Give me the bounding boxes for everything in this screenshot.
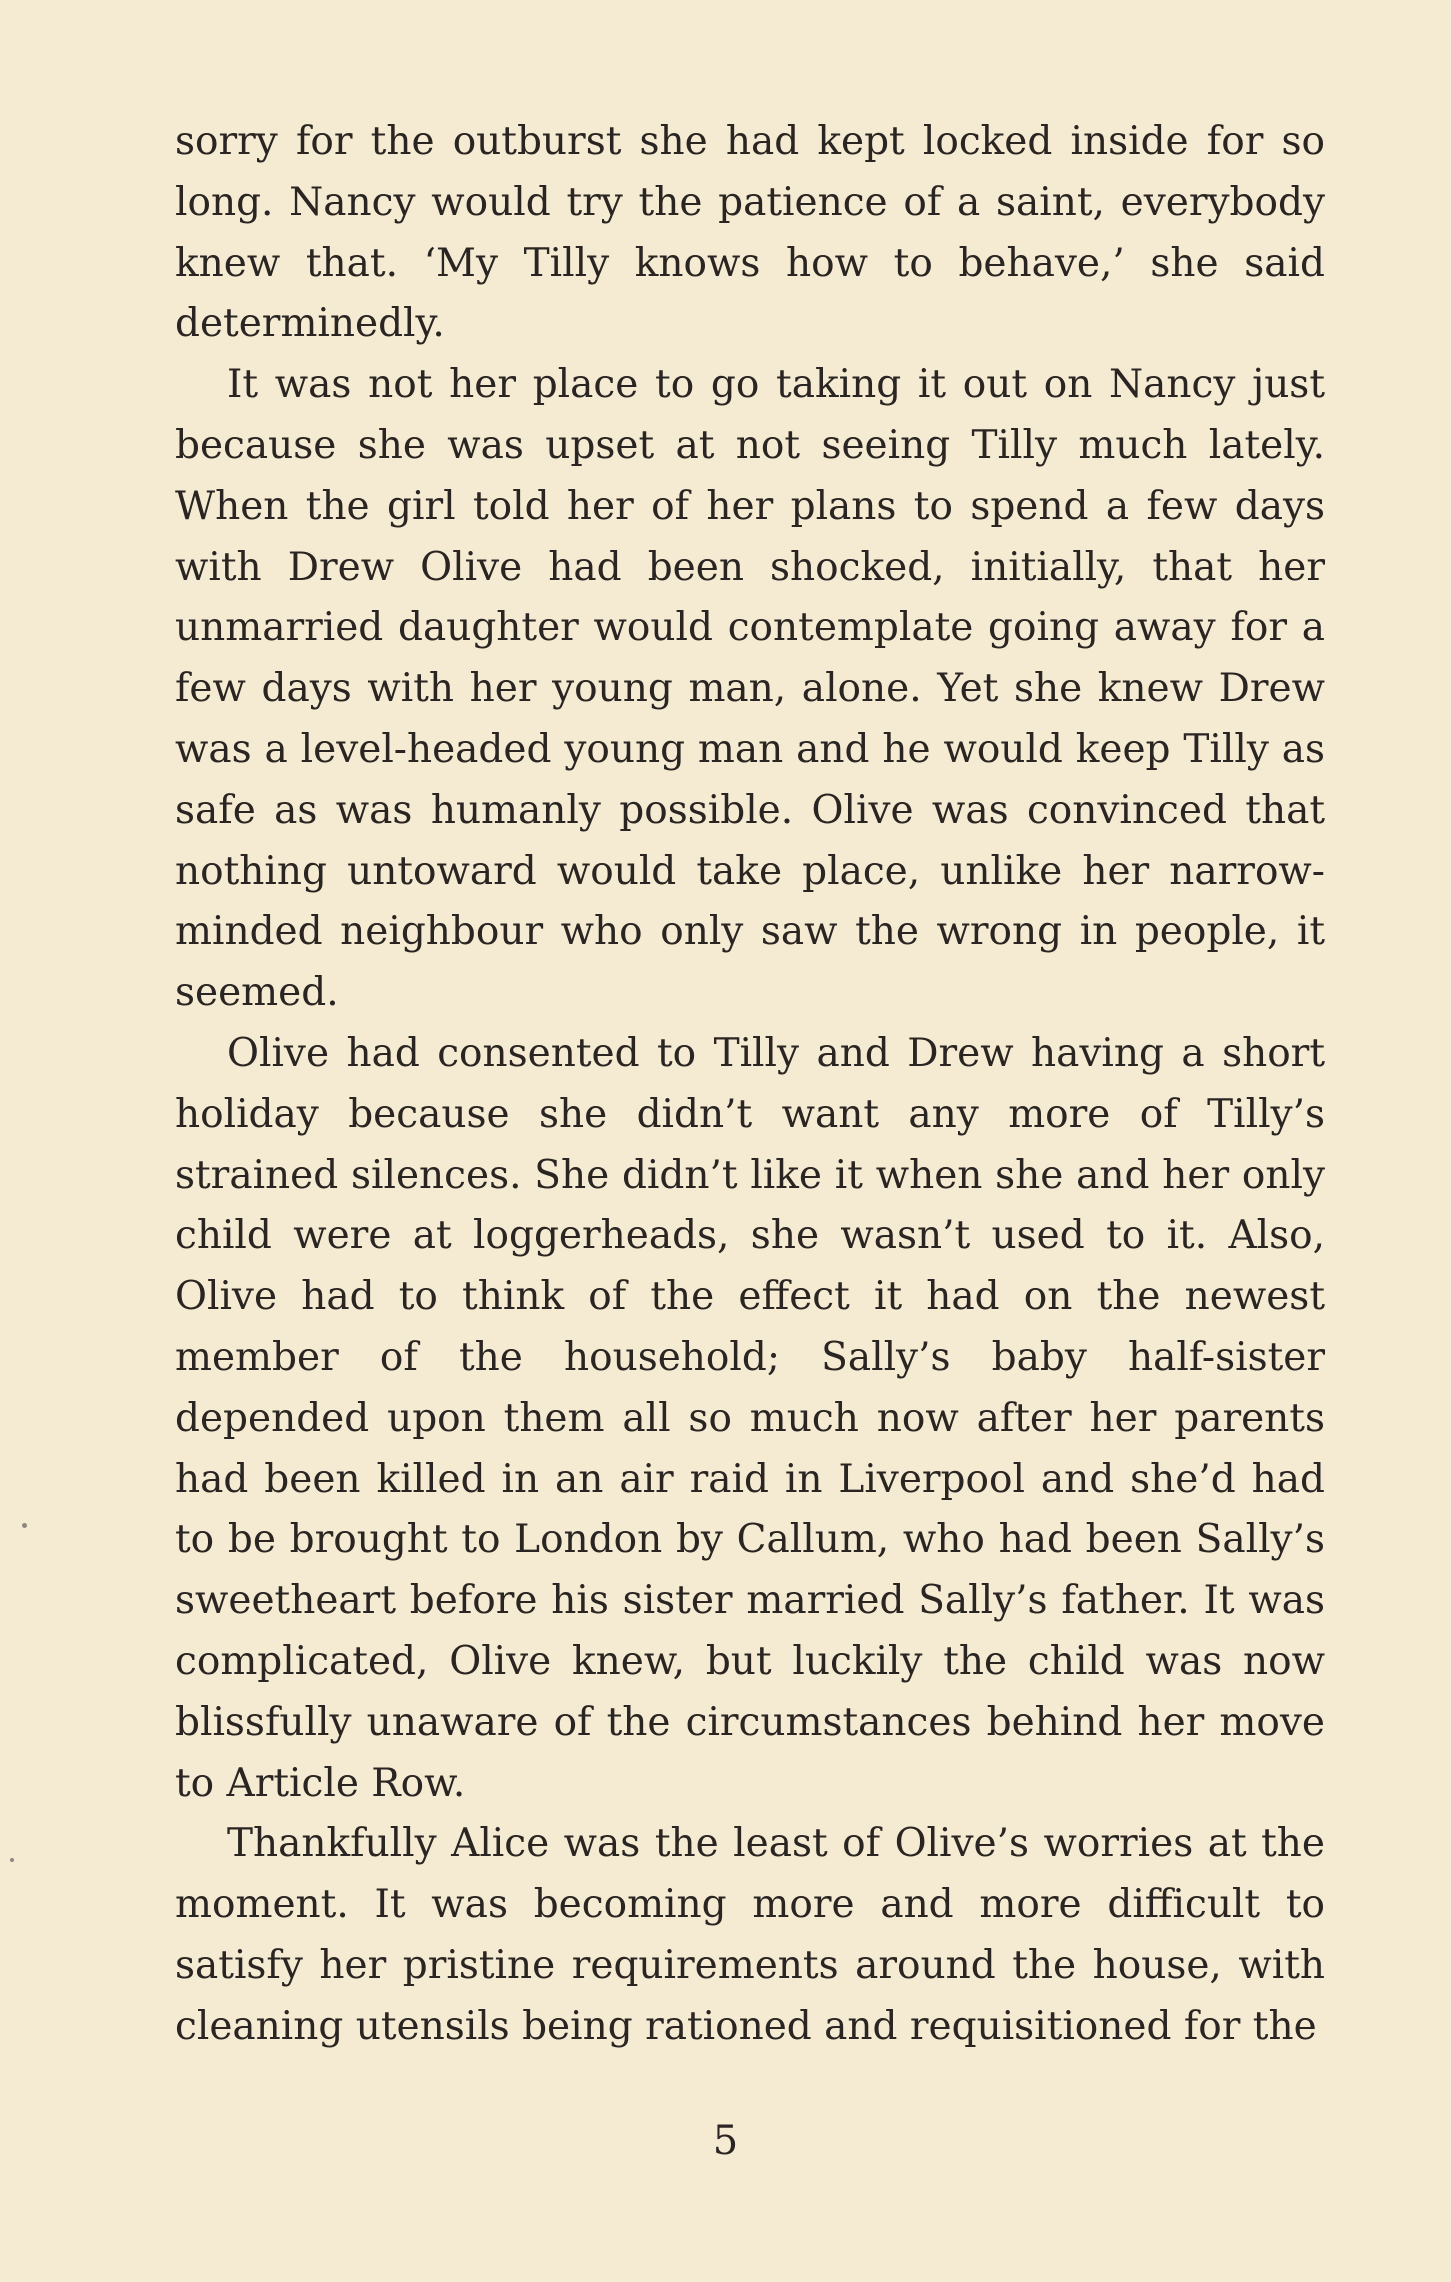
- page-number: 5: [712, 2118, 739, 2164]
- paper-speck: [10, 1858, 14, 1862]
- body-text: [175, 112, 1325, 2058]
- paper-speck: [22, 1523, 27, 1528]
- paragraph-2: It was not her place to go taking it out on Nancy just because she was upset at not seeing Tilly much lately. When the girl told her of her plans to spend a few days with Drew Olive had been shocked, initially, that her unmarried daughter would contemplate going away for a few days with her young man, alone. Yet she knew Drew was a level-headed young man and he would keep Tilly as safe as was humanly possible. Olive was convinced that nothing untoward would take place, unlike her narrow-minded neighbour who only saw the wrong in people, it seemed.: [175, 362, 1325, 1016]
- paragraph-4: Thankfully Alice was the least of Olive’s worries at the moment. It was becoming more and more difficult to satisfy her pristine requirements around the house, with cleaning utensils being rationed and requisitioned for the: [175, 1821, 1325, 2049]
- paragraph-1: sorry for the outburst she had kept locked inside for so long. Nancy would try the patience of a saint, everybody knew that. ‘My Tilly knows how to behave,’ she said determinedly.: [175, 119, 1325, 347]
- paragraph-3: Olive had consented to Tilly and Drew having a short holiday because she didn’t want any more of Tilly’s strained silences. She didn’t like it when she and her only child were at loggerheads, she wasn’t used to it. Also, Olive had to think of the effect it had on the newest member of the household; Sally’s baby half-sister depended upon them all so much now after her parents had been killed in an air raid in Liverpool and she’d had to be brought to London by Callum, who had been Sally’s sweetheart before his sister married Sally’s father. It was complicated, Olive knew, but luckily the child was now blissfully unaware of the circumstances behind her move to Article Row.: [175, 1030, 1325, 1806]
